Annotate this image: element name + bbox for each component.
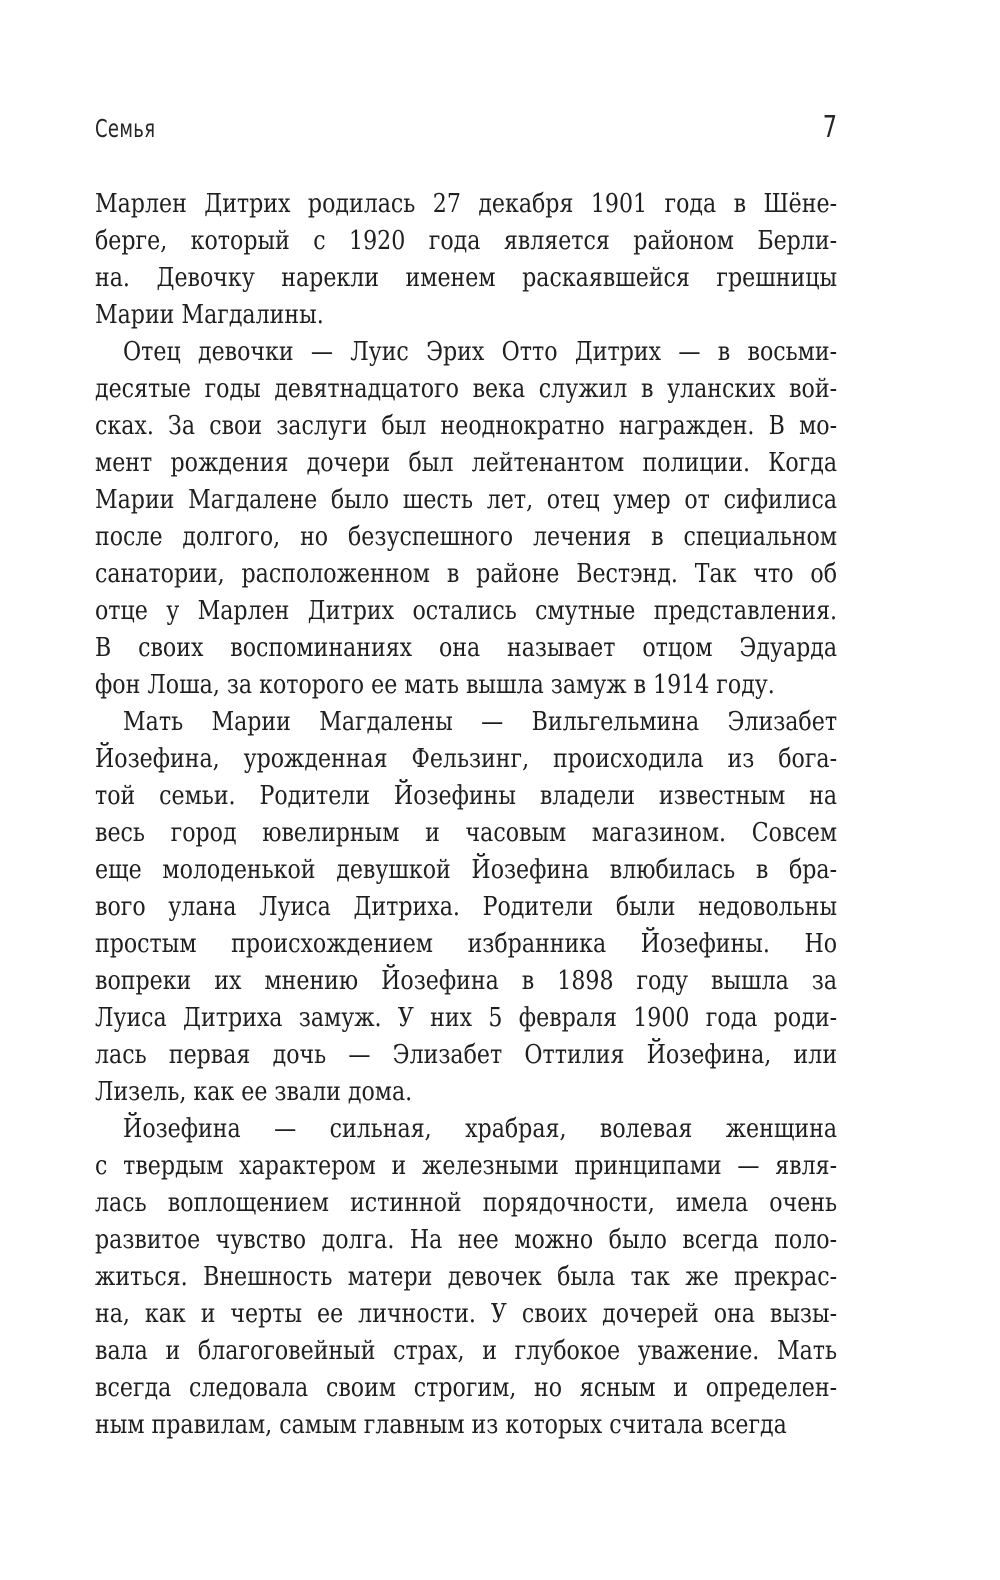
text-line: санатории, расположенном в районе Вестэнд. Так что об — [95, 559, 838, 589]
text-line: Йозефина — сильная, храбрая, волевая женщина — [123, 1114, 838, 1144]
text-line: Лизель, как ее звали дома. — [95, 1077, 413, 1107]
paragraph — [95, 704, 837, 1111]
text-line: берге, который с 1920 года является районом Берли- — [95, 226, 838, 256]
text-line: В своих воспоминаниях она называет отцом Эдуарда — [95, 633, 838, 663]
section-title: Семья — [95, 114, 156, 143]
text-line: Марлен Дитрих родилась 27 декабря 1901 года в Шёне- — [95, 189, 838, 219]
paragraph — [95, 186, 837, 334]
text-line: лась воплощением истинной порядочности, имела очень — [95, 1188, 838, 1218]
text-line: вала и благоговейный страх, и глубокое уважение. Мать — [95, 1336, 838, 1366]
paragraph — [95, 334, 837, 704]
text-line: с твердым характером и железными принципами — явля- — [95, 1151, 838, 1181]
text-line: Мать Марии Магдалены — Вильгельмина Элизабет — [123, 707, 838, 737]
text-line: Марии Магдалины. — [95, 300, 324, 330]
text-line: отце у Марлен Дитрих остались смутные представления. — [95, 596, 838, 626]
text-line: вого улана Луиса Дитриха. Родители были недовольны — [95, 892, 838, 922]
text-line: на. Девочку нарекли именем раскаявшейся грешницы — [95, 263, 838, 293]
text-line: житься. Внешность матери девочек была так же прекрас- — [95, 1262, 838, 1292]
text-line: ным правилам, самым главным из которых считала всегда — [95, 1410, 787, 1440]
text-line: вопреки их мнению Йозефина в 1898 году вышла за — [95, 966, 838, 996]
text-line: мент рождения дочери был лейтенантом полиции. Когда — [95, 448, 838, 478]
text-line: весь город ювелирным и часовым магазином. Совсем — [95, 818, 838, 848]
text-line: простым происхождением избранника Йозефины. Но — [95, 929, 838, 959]
text-line: еще молоденькой девушкой Йозефина влюбилась в бра- — [95, 855, 838, 885]
paragraph — [95, 1111, 837, 1444]
text-line: сках. За свои заслуги был неоднократно награжден. В мо- — [95, 411, 838, 441]
text-line: развитое чувство долга. На нее можно было всегда поло- — [95, 1225, 838, 1255]
text-line: Марии Магдалене было шесть лет, отец умер от сифилиса — [95, 485, 838, 515]
text-line: лась первая дочь — Элизабет Оттилия Йозефина, или — [95, 1040, 838, 1070]
text-line: после долгого, но безуспешного лечения в специальном — [95, 522, 838, 552]
text-line: Луиса Дитриха замуж. У них 5 февраля 1900 года роди- — [95, 1003, 838, 1033]
text-line: десятые годы девятнадцатого века служил в уланских вой- — [95, 374, 838, 404]
text-line: всегда следовала своим строгим, но ясным и определен- — [95, 1373, 838, 1403]
page-header — [95, 110, 837, 148]
text-line: той семьи. Родители Йозефины владели известным на — [95, 781, 838, 811]
text-line: Отец девочки — Луис Эрих Отто Дитрих — в восьми- — [123, 337, 838, 367]
body-text — [95, 186, 837, 1444]
text-line: фон Лоша, за которого ее мать вышла замуж в 1914 году. — [95, 670, 775, 700]
text-line: Йозефина, урожденная Фельзинг, происходила из бога- — [95, 744, 838, 774]
text-line: на, как и черты ее личности. У своих дочерей она вызы- — [95, 1299, 838, 1329]
page-number: 7 — [822, 110, 837, 145]
